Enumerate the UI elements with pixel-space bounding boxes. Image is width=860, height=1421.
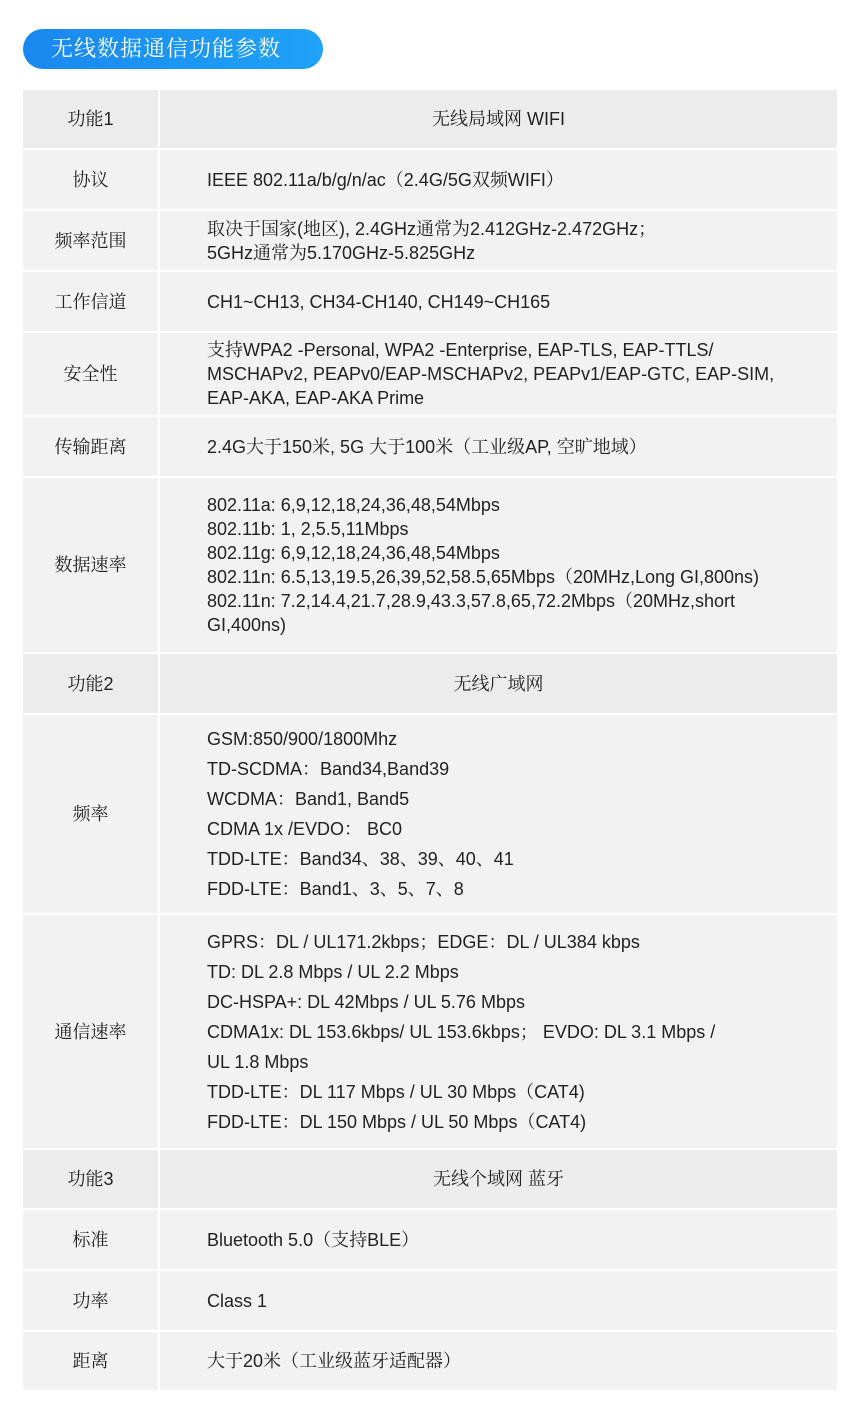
value-line: EAP-AKA, EAP-AKA Prime <box>207 388 425 408</box>
value-line: FDD-LTE：Band1、3、5、7、8 <box>207 879 464 899</box>
row-label: 距离 <box>23 1332 160 1392</box>
spec-row <box>23 150 837 211</box>
spec-row <box>23 1271 837 1332</box>
row-value <box>160 654 837 715</box>
row-value <box>160 333 837 417</box>
value-line: TD: DL 2.8 Mbps / UL 2.2 Mbps <box>207 961 459 982</box>
value-line: GI,400ns) <box>207 615 287 635</box>
row-label: 频率 <box>23 715 160 915</box>
row-value <box>160 1210 837 1271</box>
value-line: 取决于国家(地区), 2.4GHz通常为2.412GHz-2.472GHz； <box>207 218 657 239</box>
spec-row <box>23 915 837 1150</box>
row-label: 功能3 <box>23 1150 160 1210</box>
value-line: CDMA 1x /EVDO： BC0 <box>207 819 403 839</box>
value-line: 5GHz通常为5.170GHz-5.825GHz <box>207 242 476 263</box>
spec-row <box>23 272 837 333</box>
row-label: 功率 <box>23 1271 160 1332</box>
value-line: GSM:850/900/1800Mhz <box>207 729 398 749</box>
row-label: 传输距离 <box>23 417 160 478</box>
value-line: 802.11b: 1, 2,5.5,11Mbps <box>207 519 409 539</box>
value-line: 无线局域网 WIFI <box>432 109 565 129</box>
value-line: WCDMA：Band1, Band5 <box>207 789 410 809</box>
value-line: 802.11n: 6.5,13,19.5,26,39,52,58.5,65Mbps（20MHz,Long GI,800ns) <box>207 567 760 587</box>
value-line: Class 1 <box>207 1290 268 1311</box>
spec-row <box>23 417 837 478</box>
row-value <box>160 150 837 211</box>
row-label: 通信速率 <box>23 915 160 1150</box>
row-label: 安全性 <box>23 333 160 417</box>
value-line: TDD-LTE：Band34、38、39、40、41 <box>207 849 514 869</box>
value-line: 支持WPA2 -Personal, WPA2 -Enterprise, EAP-TLS, EAP-TTLS/ <box>207 340 714 360</box>
value-line: FDD-LTE：DL 150 Mbps / UL 50 Mbps（CAT4) <box>207 1111 587 1132</box>
row-value <box>160 211 837 272</box>
value-line: 大于20米（工业级蓝牙适配器） <box>207 1351 462 1371</box>
section-title: 无线数据通信功能参数 <box>23 29 323 69</box>
value-line: MSCHAPv2, PEAPv0/EAP-MSCHAPv2, PEAPv1/EAP-GTC, EAP-SIM, <box>207 364 775 384</box>
row-value <box>160 715 837 915</box>
row-label: 功能2 <box>23 654 160 715</box>
row-label: 频率范围 <box>23 211 160 272</box>
feature-header-row <box>23 90 837 150</box>
row-label: 数据速率 <box>23 478 160 654</box>
value-line: CDMA1x: DL 153.6kbps/ UL 153.6kbps； EVDO: DL 3.1 Mbps / <box>207 1021 716 1042</box>
row-value <box>160 915 837 1150</box>
value-line: 802.11g: 6,9,12,18,24,36,48,54Mbps <box>207 543 500 563</box>
row-label: 标准 <box>23 1210 160 1271</box>
row-label: 协议 <box>23 150 160 211</box>
row-value <box>160 1150 837 1210</box>
row-value <box>160 478 837 654</box>
value-line: 2.4G大于150米, 5G 大于100米（工业级AP, 空旷地域） <box>207 436 647 457</box>
value-line: UL 1.8 Mbps <box>207 1051 309 1072</box>
value-line: DC-HSPA+: DL 42Mbps / UL 5.76 Mbps <box>207 991 525 1012</box>
value-line: CH1~CH13, CH34-CH140, CH149~CH165 <box>207 291 551 312</box>
row-value <box>160 272 837 333</box>
spec-table <box>23 90 837 1392</box>
row-value <box>160 417 837 478</box>
value-line: IEEE 802.11a/b/g/n/ac（2.4G/5G双频WIFI） <box>207 169 564 190</box>
spec-row <box>23 715 837 915</box>
value-line: TD-SCDMA：Band34,Band39 <box>207 759 450 779</box>
row-label: 工作信道 <box>23 272 160 333</box>
value-line: TDD-LTE：DL 117 Mbps / UL 30 Mbps（CAT4) <box>207 1081 585 1102</box>
value-line: 无线个域网 蓝牙 <box>432 1169 564 1189</box>
feature-header-row <box>23 1150 837 1210</box>
row-label: 功能1 <box>23 90 160 150</box>
value-line: GPRS：DL / UL171.2kbps；EDGE：DL / UL384 kbps <box>207 931 640 952</box>
row-value <box>160 90 837 150</box>
spec-row <box>23 1210 837 1271</box>
value-line: 802.11a: 6,9,12,18,24,36,48,54Mbps <box>207 495 500 515</box>
row-value <box>160 1332 837 1392</box>
spec-row <box>23 211 837 272</box>
feature-header-row <box>23 654 837 715</box>
spec-row <box>23 1332 837 1392</box>
value-line: 无线广域网 <box>453 673 544 694</box>
spec-row <box>23 478 837 654</box>
value-line: 802.11n: 7.2,14.4,21.7,28.9,43.3,57.8,65,72.2Mbps（20MHz,short <box>207 591 736 611</box>
spec-row <box>23 333 837 417</box>
row-value <box>160 1271 837 1332</box>
value-line: Bluetooth 5.0（支持BLE） <box>207 1229 420 1250</box>
